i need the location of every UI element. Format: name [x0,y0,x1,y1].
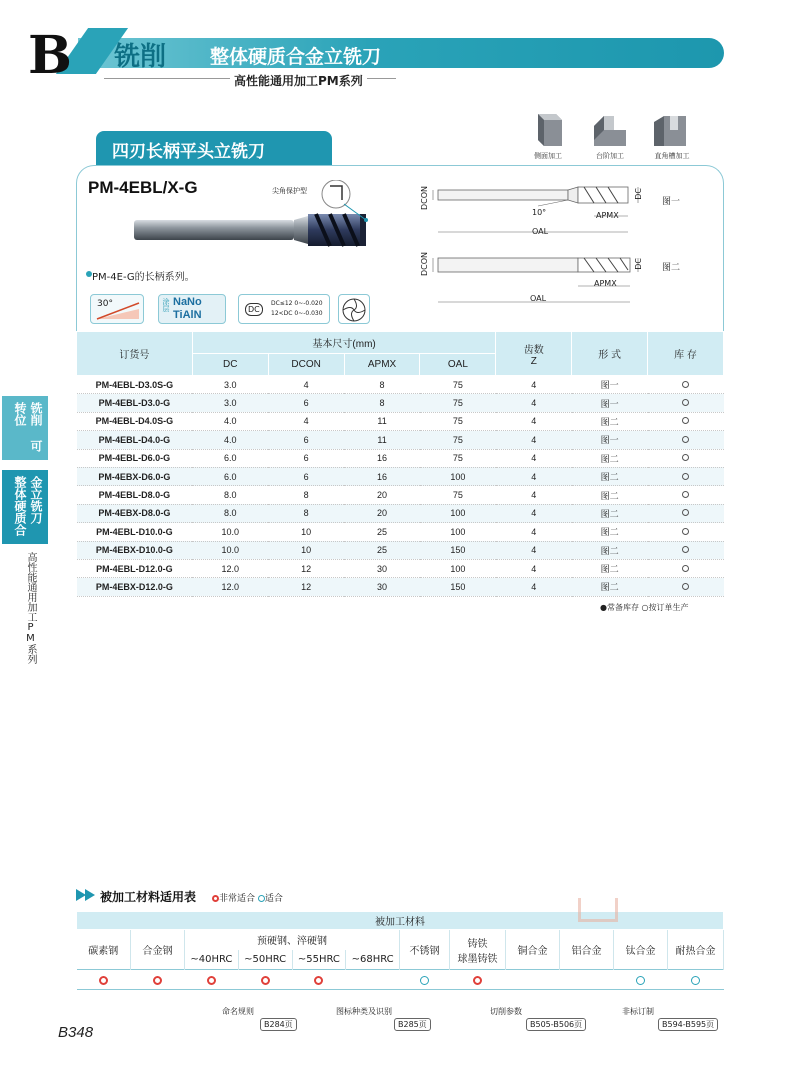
cell-dc: 6.0 [192,467,268,485]
very-suitable-icon [314,976,323,985]
cell-apmx: 20 [344,504,420,522]
col-apmx: APMX [344,354,420,376]
material-mark [292,970,346,990]
page-title: 整体硬质合金立铣刀 [210,46,382,68]
mat-hrc55: ~55HRC [292,950,346,970]
cell-code: PM-4EBL-D8.0-G [77,486,193,504]
ref-naming-label[interactable]: 命名规则 [222,1007,254,1016]
cell-oal: 75 [420,394,496,412]
fig1-dcon: DCON [420,186,429,211]
cell-apmx: 25 [344,523,420,541]
suitable-icon [636,976,645,985]
side-tab-indexable-b: 可转位 [13,402,43,452]
table-row [77,523,724,541]
material-mark [185,970,239,990]
col-code: 订货号 [77,332,193,376]
cell-z: 4 [496,504,572,522]
material-mark [668,970,724,990]
cell-z: 4 [496,394,572,412]
table-row [77,486,724,504]
helix-angle-text: 30° [97,299,113,309]
table-row [77,449,724,467]
side-tab-solid[interactable] [2,470,48,544]
product-tab-title: 四刃长柄平头立铣刀 [96,131,332,165]
material-mark [400,970,450,990]
machining-side [528,112,568,152]
product-note: PM-4E-G的长柄系列。 [92,272,195,283]
tolerance-line2: 12<DC 0~-0.030 [271,310,323,317]
fig2-label: 图二 [662,263,681,273]
coating-badge [158,294,226,324]
shoulder-milling-icon [590,112,630,148]
material-legend [212,891,283,904]
cell-form: 图二 [572,523,648,541]
col-basic: 基本尺寸(mm) [192,332,496,354]
cell-stock [648,578,724,596]
cell-stock [648,449,724,467]
cell-z: 4 [496,559,572,577]
cell-dc: 4.0 [192,431,268,449]
ref-icons-label[interactable]: 图标种类及识别 [336,1007,392,1016]
side-tab-solid-a: 金立铣刀 [29,476,43,524]
material-mark [238,970,292,990]
col-teeth-label: 齿数 [523,344,544,356]
fig2-dcon: DCON [420,252,429,277]
table-row [77,559,724,577]
category-title: 铣削 [114,42,167,72]
material-marks-row [77,970,724,990]
page-number: B348 [58,1024,94,1041]
cell-form: 图二 [572,578,648,596]
table-row [77,394,724,412]
order-production-icon [682,436,689,443]
cell-z: 4 [496,523,572,541]
cell-dc: 10.0 [192,541,268,559]
machining-shoulder [590,112,630,152]
end-view-icon [338,294,370,324]
ref-naming-page[interactable]: B284页 [260,1018,297,1031]
fig2-apmx: APMX [594,279,617,288]
material-title: 被加工材料适用表 [100,890,197,904]
side-milling-icon [528,112,568,148]
cell-oal: 150 [420,541,496,559]
material-table [76,911,724,990]
guard-label: 尖角保护型 [272,187,307,195]
side-tab-indexable[interactable] [2,396,48,460]
cell-dcon: 10 [268,541,344,559]
mat-cast-iron: 铸铁 球墨铸铁 [450,930,506,970]
very-suitable-icon [99,976,108,985]
section-letter: B [28,25,72,86]
cell-z: 4 [496,449,572,467]
cell-code: PM-4EBL-D6.0-G [77,449,193,467]
legend-blue: 适合 [264,894,283,904]
cell-stock [648,541,724,559]
suitable-icon [420,976,429,985]
four-flute-icon [339,295,369,325]
cell-stock [648,412,724,430]
fig2-dc: DC [634,258,643,270]
stock-legend: ●常备库存 ○按订单生产 [600,603,689,612]
tolerance-line1: DC≤12 0~-0.020 [271,300,323,307]
slot-milling-icon [650,112,690,148]
very-suitable-icon [212,895,219,902]
order-production-icon [682,509,689,516]
cell-stock [648,376,724,394]
mat-aluminium: 铝合金 [560,930,614,970]
cell-dcon: 8 [268,486,344,504]
cell-dc: 8.0 [192,504,268,522]
cell-code: PM-4EBX-D6.0-G [77,467,193,485]
cell-dc: 10.0 [192,523,268,541]
helix-angle-icon [90,294,144,324]
ref-cutting-label[interactable]: 切削参数 [490,1007,522,1016]
side-tab-indexable-a: 铣削 [29,402,43,426]
machining-slot-label: 直角槽加工 [654,152,690,160]
tolerance-badge [238,294,330,324]
ref-custom-label[interactable]: 非标订制 [622,1007,654,1016]
order-production-icon [682,546,689,553]
mat-hrc50: ~50HRC [238,950,292,970]
mat-hardened: 预硬钢、淬硬钢 [185,930,400,950]
suitable-icon [258,895,265,902]
fig1-oal: OAL [532,227,549,236]
coating-line1: NaNo [173,296,202,308]
order-production-icon [682,381,689,388]
cell-dc: 12.0 [192,578,268,596]
cell-stock [648,394,724,412]
coating-line2: TiAlN [173,309,202,321]
ref-icons-page[interactable]: B285页 [394,1018,431,1031]
col-teeth [496,332,572,376]
spec-table [76,331,724,597]
cell-apmx: 20 [344,486,420,504]
header-band [78,38,724,68]
material-mark [450,970,506,990]
fig1-angle: 10° [532,208,547,217]
page-subtitle: 高性能通用加工PM系列 [230,72,367,89]
very-suitable-icon [153,976,162,985]
cell-form: 图二 [572,486,648,504]
machining-side-label: 侧面加工 [534,152,562,160]
very-suitable-icon [261,976,270,985]
cell-oal: 100 [420,523,496,541]
cell-stock [648,523,724,541]
table-row [77,504,724,522]
order-production-icon [682,417,689,424]
order-production-icon [682,473,689,480]
cell-dc: 3.0 [192,394,268,412]
cell-dcon: 6 [268,394,344,412]
cell-code: PM-4EBX-D12.0-G [77,578,193,596]
fig1-label: 图一 [662,197,681,207]
cell-apmx: 30 [344,578,420,596]
cell-dcon: 12 [268,578,344,596]
cell-form: 图二 [572,541,648,559]
material-mark [560,970,614,990]
cell-dcon: 6 [268,449,344,467]
cell-form: 图二 [572,449,648,467]
cell-dcon: 4 [268,412,344,430]
cell-oal: 100 [420,467,496,485]
cell-oal: 75 [420,412,496,430]
cell-apmx: 8 [344,394,420,412]
material-mark [614,970,668,990]
order-production-icon [682,528,689,535]
cell-oal: 75 [420,376,496,394]
cell-z: 4 [496,541,572,559]
col-dc: DC [192,354,268,376]
cell-z: 4 [496,431,572,449]
cell-dcon: 6 [268,467,344,485]
mat-titanium: 钛合金 [614,930,668,970]
cell-z: 4 [496,486,572,504]
cell-apmx: 11 [344,431,420,449]
order-production-icon [682,583,689,590]
material-mark [131,970,185,990]
spec-table-body [77,376,724,597]
table-row [77,412,724,430]
coating-tag: 涂层 [162,298,170,312]
table-row [77,467,724,485]
order-production-icon [682,454,689,461]
mat-heat-resistant: 耐热合金 [668,930,724,970]
col-dcon: DCON [268,354,344,376]
material-mark [506,970,560,990]
table-row [77,541,724,559]
cell-dc: 12.0 [192,559,268,577]
table-row [77,431,724,449]
col-teeth-z: Z [530,355,537,367]
legend-red: 非常适合 [219,894,256,904]
cell-dcon: 6 [268,431,344,449]
cell-oal: 75 [420,431,496,449]
cell-z: 4 [496,578,572,596]
cell-oal: 100 [420,504,496,522]
cell-form: 图二 [572,467,648,485]
tolerance-icon: DC [245,303,263,316]
cell-apmx: 16 [344,467,420,485]
col-form: 形 式 [572,332,648,376]
cell-apmx: 11 [344,412,420,430]
cell-dc: 6.0 [192,449,268,467]
cell-stock [648,467,724,485]
machining-slot [650,112,690,152]
cell-form: 图二 [572,412,648,430]
cell-z: 4 [496,412,572,430]
cell-form: 图二 [572,504,648,522]
material-mark [77,970,131,990]
side-tab-solid-b: 整体硬质合 [13,476,27,536]
very-suitable-icon [207,976,216,985]
cell-apmx: 16 [344,449,420,467]
mat-stainless: 不锈钢 [400,930,450,970]
cell-code: PM-4EBX-D10.0-G [77,541,193,559]
cell-apmx: 8 [344,376,420,394]
cell-dcon: 8 [268,504,344,522]
cell-dcon: 12 [268,559,344,577]
cell-dcon: 4 [268,376,344,394]
order-production-icon [682,491,689,498]
table-row [77,578,724,596]
mat-copper: 铜合金 [506,930,560,970]
side-series-label: 高性能通用加工PM系列 [25,552,36,664]
cell-code: PM-4EBL-D4.0S-G [77,412,193,430]
mat-hrc40: ~40HRC [185,950,239,970]
cell-oal: 150 [420,578,496,596]
cell-dc: 4.0 [192,412,268,430]
double-arrow-icon [76,889,98,901]
suitable-icon [691,976,700,985]
cell-oal: 75 [420,449,496,467]
order-production-icon [682,565,689,572]
fig1-dc: DC [634,188,643,200]
cell-z: 4 [496,376,572,394]
cell-form: 图一 [572,394,648,412]
product-code: PM-4EBL/X-G [88,178,198,197]
cell-code: PM-4EBL-D12.0-G [77,559,193,577]
mat-hrc68: ~68HRC [346,950,400,970]
cell-apmx: 30 [344,559,420,577]
mat-alloy: 合金钢 [131,930,185,970]
cell-code: PM-4EBL-D10.0-G [77,523,193,541]
cell-stock [648,431,724,449]
watermark-logo [578,898,618,922]
cell-z: 4 [496,467,572,485]
cell-dc: 8.0 [192,486,268,504]
cell-form: 图一 [572,431,648,449]
cell-code: PM-4EBL-D3.0-G [77,394,193,412]
material-group: 被加工材料 [77,912,724,930]
ref-custom-page[interactable]: B594-B595页 [658,1018,718,1031]
cell-apmx: 25 [344,541,420,559]
very-suitable-icon [473,976,482,985]
cell-oal: 100 [420,559,496,577]
fig1-apmx: APMX [596,211,619,220]
machining-shoulder-label: 台阶加工 [596,152,624,160]
cell-code: PM-4EBL-D3.0S-G [77,376,193,394]
cell-dcon: 10 [268,523,344,541]
cell-stock [648,504,724,522]
col-oal: OAL [420,354,496,376]
table-row [77,376,724,394]
cell-stock [648,559,724,577]
material-mark [346,970,400,990]
cell-dc: 3.0 [192,376,268,394]
cell-code: PM-4EBL-D4.0-G [77,431,193,449]
col-stock: 库 存 [648,332,724,376]
fig2-oal: OAL [530,294,547,303]
cell-stock [648,486,724,504]
cell-form: 图一 [572,376,648,394]
cell-code: PM-4EBX-D8.0-G [77,504,193,522]
cell-oal: 75 [420,486,496,504]
cell-form: 图二 [572,559,648,577]
endmill-photo [130,180,390,250]
ref-cutting-page[interactable]: B505-B506页 [526,1018,586,1031]
order-production-icon [682,399,689,406]
mat-carbon: 碳素钢 [77,930,131,970]
